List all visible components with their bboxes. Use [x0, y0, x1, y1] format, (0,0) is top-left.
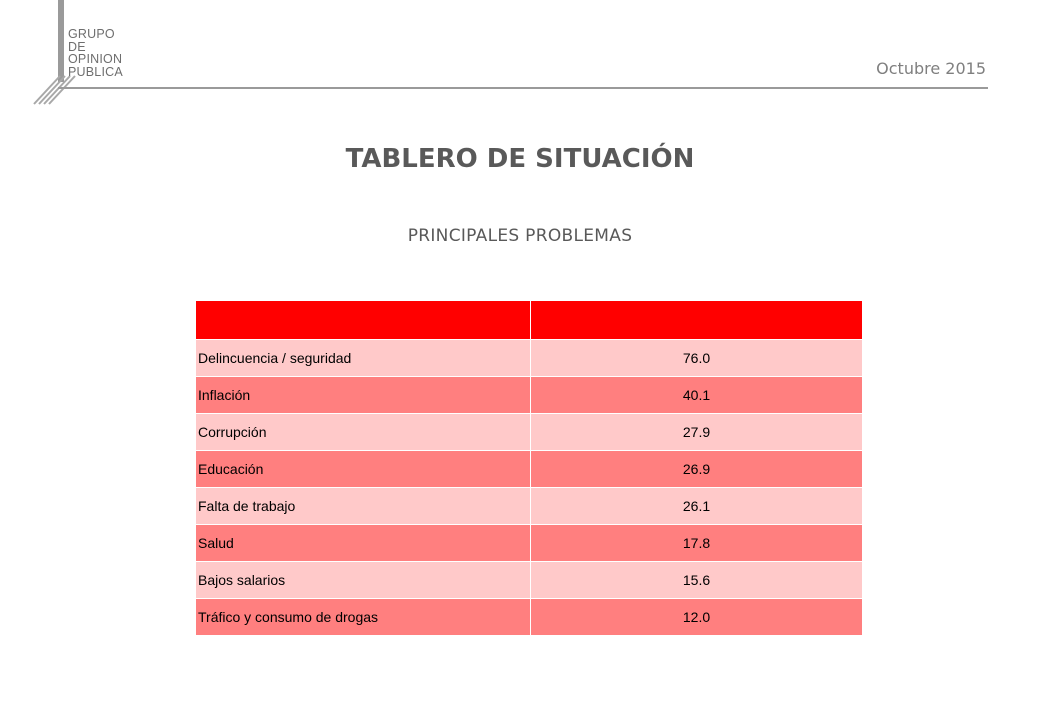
- table-row: [196, 340, 863, 377]
- problem-cell: Tráfico y consumo de drogas: [196, 599, 531, 636]
- value-cell: 40.1: [531, 377, 863, 414]
- value-cell: 27.9: [531, 414, 863, 451]
- value-cell: 76.0: [531, 340, 863, 377]
- table-row: [196, 377, 863, 414]
- value-cell: 12.0: [531, 599, 863, 636]
- value-cell: 26.1: [531, 488, 863, 525]
- header-divider: [58, 87, 988, 89]
- problem-cell: Corrupción: [196, 414, 531, 451]
- problems-table: [195, 300, 863, 636]
- logo: [30, 0, 170, 110]
- table-header-row: [196, 301, 863, 340]
- table-header-cell: [531, 301, 863, 340]
- problem-cell: Bajos salarios: [196, 562, 531, 599]
- table-header-cell: [196, 301, 531, 340]
- problem-cell: Delincuencia / seguridad: [196, 340, 531, 377]
- table-row: [196, 525, 863, 562]
- value-cell: 17.8: [531, 525, 863, 562]
- logo-line-4: PUBLICA: [68, 64, 123, 79]
- logo-text: [68, 28, 123, 78]
- table-row: [196, 414, 863, 451]
- table-row: [196, 562, 863, 599]
- report-date: Octubre 2015: [876, 59, 986, 78]
- page-subtitle: PRINCIPALES PROBLEMAS: [407, 226, 633, 246]
- page-title: TABLERO DE SITUACIÓN: [345, 144, 695, 174]
- logo-line-2: DE: [68, 39, 86, 54]
- logo-line-1: GRUPO: [68, 27, 115, 41]
- value-cell: 15.6: [531, 562, 863, 599]
- table-row: [196, 599, 863, 636]
- problem-cell: Salud: [196, 525, 531, 562]
- problem-cell: Inflación: [196, 377, 531, 414]
- problem-cell: Educación: [196, 451, 531, 488]
- problem-cell: Falta de trabajo: [196, 488, 531, 525]
- logo-line-3: OPINION: [68, 52, 123, 66]
- value-cell: 26.9: [531, 451, 863, 488]
- table-row: [196, 451, 863, 488]
- table-row: [196, 488, 863, 525]
